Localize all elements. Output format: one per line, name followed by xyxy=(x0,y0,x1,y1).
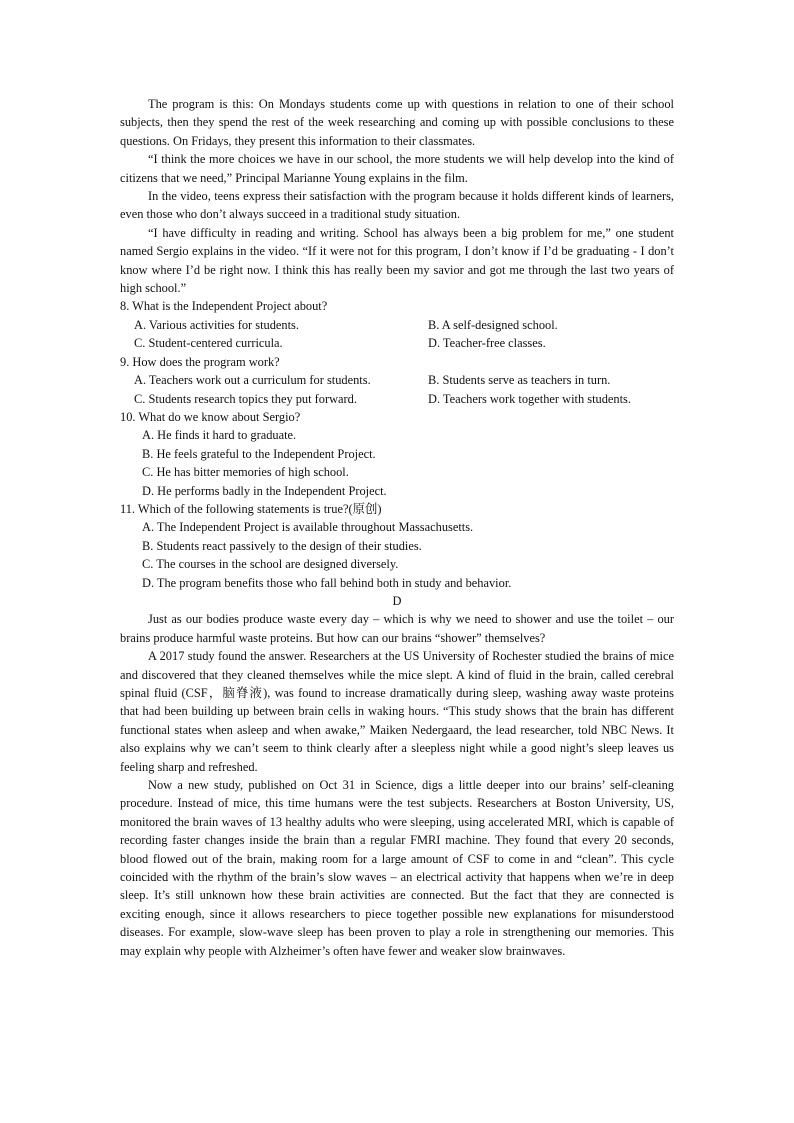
document-page xyxy=(120,95,674,960)
paragraph-2017-study: A 2017 study found the answer. Researchers at the US University of Rochester studied the brains of mice and discovered that they cleaned themselves while the mice slept. A kind of fluid in the brain, called cerebral spinal fluid (CSF，脑脊液), was found to increase dramatically during sleep, washing away waste proteins that had been building up between brain cells in waking hours. “This study shows that the brain has different functional states when asleep and when awake,” Maiken Nedergaard, the lead researcher, told NBC News. It also explains why we can’t seem to think clearly after a sleepless night while a good night’s sleep leaves us feeling sharp and refreshed. xyxy=(120,649,674,774)
question-10 xyxy=(120,408,674,500)
question-10-option-a: A. He finds it hard to graduate. xyxy=(142,428,297,443)
question-10-option-c: C. He has bitter memories of high school. xyxy=(142,465,349,480)
question-8-option-c: C. Student-centered curricula. xyxy=(134,336,283,351)
question-11-option-a: A. The Independent Project is available throughout Massachusetts. xyxy=(142,520,474,535)
paragraph-principal-quote: “I think the more choices we have in our school, the more students we will help develop into the kind of citizens that we need,” Principal Marianne Young explains in the film. xyxy=(120,152,674,185)
question-8-option-a: A. Various activities for students. xyxy=(134,317,299,332)
paragraph-new-study: Now a new study, published on Oct 31 in Science, digs a little deeper into our brains’ self-cleaning procedure. Instead of mice, this time humans were the test subjects. Researchers at Boston University, US, monitored the brain waves of 13 healthy adults who were sleeping, using accelerated MRI, which is capable of recording faster changes inside the brain than a regular FMRI machine. They found that every 20 seconds, blood flowed out of the brain, making room for a large amount of CSF to come in and “clean”. This cycle coincided with the rhythm of the brain’s slow waves – an electrical activity that happens when we’re in deep sleep. It’s still unknown how these brain activities are connected. But the fact that they are connected is exciting enough, since it allows researchers to piece together possible new explanations for misunderstood diseases. For example, slow-wave sleep has been proven to play a role in strengthening our memories. This may explain why people with Alzheimer’s often have fewer and weaker slow brainwaves. xyxy=(120,778,674,958)
question-8-option-d: D. Teacher-free classes. xyxy=(428,336,546,351)
paragraph-brain-waste: Just as our bodies produce waste every day – which is why we need to shower and use the toilet – our brains produce harmful waste proteins. But how can our brains “shower” themselves? xyxy=(120,612,674,645)
paragraph-video: In the video, teens express their satisfaction with the program because it holds different kinds of learners, even those who don’t always succeed in a traditional study situation. xyxy=(120,189,674,222)
question-9-options xyxy=(120,371,674,408)
question-10-text: 10. What do we know about Sergio? xyxy=(120,409,301,424)
section-d-heading: D xyxy=(392,593,402,608)
question-11-option-b: B. Students react passively to the design of their studies. xyxy=(142,538,422,553)
question-9-option-c: C. Students research topics they put forward. xyxy=(134,391,357,406)
question-11 xyxy=(120,500,674,592)
question-10-options xyxy=(120,426,674,500)
question-9-text: 9. How does the program work? xyxy=(120,354,280,369)
question-8-options xyxy=(120,316,674,353)
question-9-option-b: B. Students serve as teachers in turn. xyxy=(428,373,611,388)
question-9 xyxy=(120,353,674,408)
question-10-option-b: B. He feels grateful to the Independent Project. xyxy=(142,446,376,461)
question-11-option-c: C. The courses in the school are designed diversely. xyxy=(142,557,399,572)
question-10-option-d: D. He performs badly in the Independent Project. xyxy=(142,483,387,498)
paragraph-program: The program is this: On Mondays students come up with questions in relation to one of their school subjects, then they spend the rest of the week researching and coming up with possible conclusions to these questions. On Fridays, they present this information to their classmates. xyxy=(120,97,674,148)
question-11-options xyxy=(120,518,674,592)
paragraph-sergio-quote: “I have difficulty in reading and writing. School has always been a big problem for me,” one student named Sergio explains in the video. “If it were not for this program, I don’t know if I’d be graduating - I don’t know where I’d be right now. I think this has really been my savior and got me through the last two years of high school.” xyxy=(120,225,674,296)
question-11-option-d: D. The program benefits those who fall behind both in study and behavior. xyxy=(142,575,512,590)
question-9-option-a: A. Teachers work out a curriculum for students. xyxy=(134,373,371,388)
question-8-text: 8. What is the Independent Project about? xyxy=(120,299,328,314)
question-11-text: 11. Which of the following statements is true?(原创) xyxy=(120,501,382,516)
question-9-option-d: D. Teachers work together with students. xyxy=(428,391,631,406)
question-8-option-b: B. A self-designed school. xyxy=(428,317,558,332)
question-8 xyxy=(120,297,674,352)
